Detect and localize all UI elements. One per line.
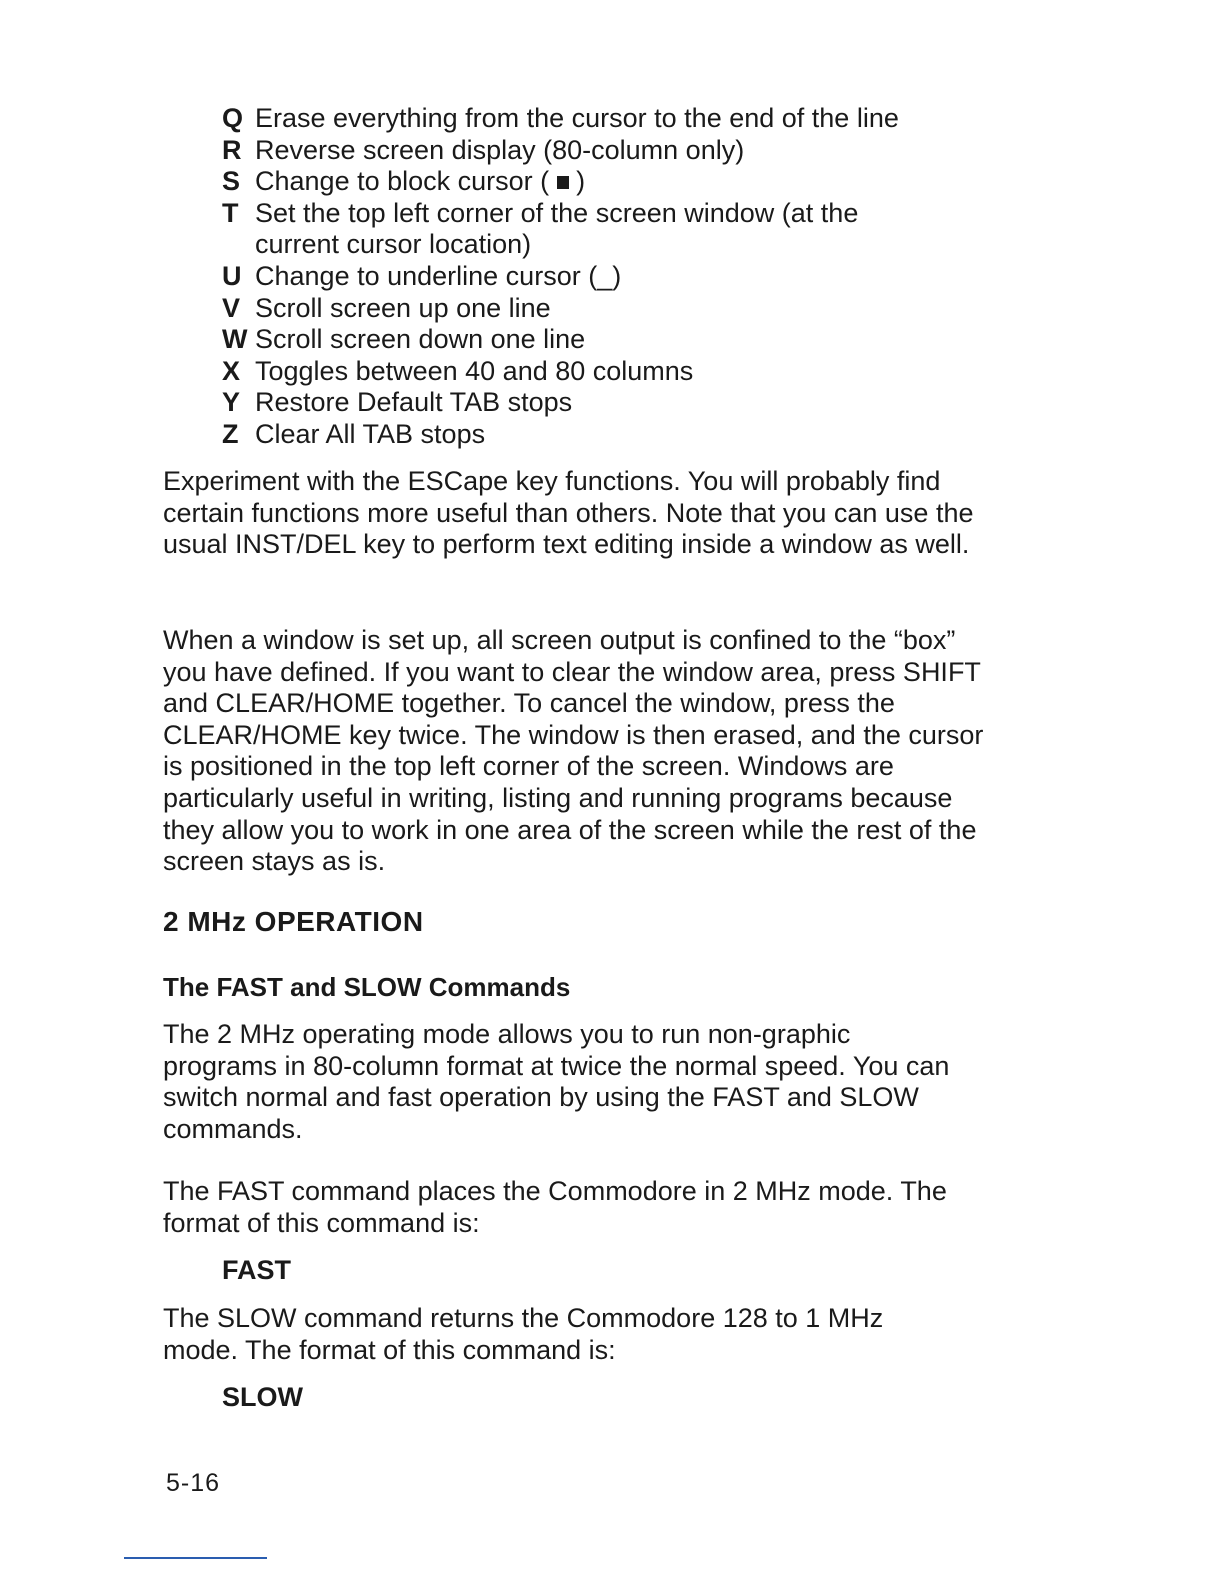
- escape-key-description: Scroll screen down one line: [255, 324, 586, 355]
- block-cursor-text-after: ): [576, 166, 586, 197]
- escape-key-description: Erase everything from the cursor to the end of the line: [255, 103, 899, 133]
- escape-key-description: Reverse screen display (80-column only): [255, 134, 745, 165]
- bottom-rule: [124, 1557, 267, 1559]
- escape-key-letter: U: [222, 260, 242, 291]
- escape-key-letter: X: [222, 355, 241, 386]
- escape-key-description: [255, 166, 1002, 198]
- escape-code-item: [222, 103, 1002, 135]
- page-number: 5-16: [166, 1469, 221, 1497]
- escape-code-item: [222, 419, 1002, 451]
- subsection-heading: The FAST and SLOW Commands: [163, 972, 571, 1002]
- slow-description: The SLOW command returns the Commodore 128 to 1 MHz mode. The format of this command is:: [163, 1303, 884, 1365]
- slow-command: SLOW: [222, 1382, 303, 1412]
- escape-code-item: [222, 293, 1002, 325]
- escape-key-letter: R: [222, 134, 242, 165]
- escape-key-letter: Z: [222, 418, 239, 449]
- escape-key-letter: V: [222, 292, 241, 323]
- escape-key-letter: T: [222, 197, 239, 228]
- experiment-paragraph: Experiment with the ESCape key functions. You will probably find certain functions more useful than others. Note that you can use the usual INST/DEL key to perform text editing inside a window as well.: [163, 466, 974, 560]
- escape-key-letter: Y: [222, 387, 241, 418]
- block-cursor-icon: [557, 176, 569, 189]
- escape-key-letter: W: [222, 324, 248, 355]
- escape-code-item: [222, 324, 1002, 356]
- escape-key-description: Change to underline cursor (_): [255, 260, 622, 291]
- window-paragraph: When a window is set up, all screen output is confined to the “box” you have defined. If you want to clear the window area, press SHIFT and CLEAR/HOME together. To cancel the window, press the CLEAR/HOME key twice. The window is then erased, and the cursor is positioned in the top left corner of the screen. Windows are particularly useful in writing, listing and running programs because they allow you to work in one area of the screen while the rest of the screen stays as is.: [163, 625, 984, 877]
- escape-code-list: [222, 103, 1002, 451]
- intro-paragraph: The 2 MHz operating mode allows you to run non-graphic programs in 80-column format at twice the normal speed. You can switch normal and fast operation by using the FAST and SLOW commands.: [163, 1019, 950, 1144]
- escape-code-item: [222, 135, 1002, 167]
- escape-key-letter: Q: [222, 103, 244, 133]
- escape-key-description: Restore Default TAB stops: [255, 387, 573, 418]
- escape-code-item: [222, 198, 1002, 261]
- fast-description: The FAST command places the Commodore in 2 MHz mode. The format of this command is:: [163, 1176, 947, 1238]
- escape-code-item: [222, 261, 1002, 293]
- escape-key-letter: S: [222, 166, 241, 197]
- fast-command: FAST: [222, 1255, 292, 1285]
- escape-code-item: [222, 166, 1002, 198]
- escape-key-description: Set the top left corner of the screen window (at the current cursor location): [255, 197, 859, 260]
- escape-key-description: Scroll screen up one line: [255, 292, 551, 323]
- escape-key-description: Clear All TAB stops: [255, 418, 486, 449]
- escape-code-item: [222, 356, 1002, 388]
- block-cursor-text-before: Change to block cursor (: [255, 166, 550, 197]
- escape-key-description: Toggles between 40 and 80 columns: [255, 355, 694, 386]
- section-heading: 2 MHz OPERATION: [163, 906, 424, 937]
- escape-code-item: [222, 387, 1002, 419]
